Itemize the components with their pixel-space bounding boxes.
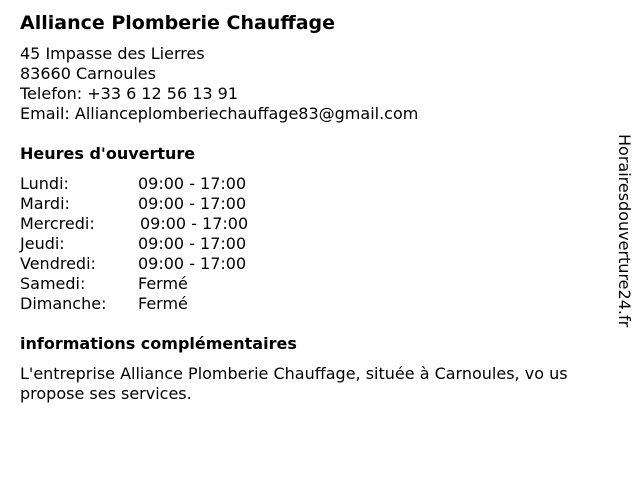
hours-day: Jeudi: [20, 234, 65, 253]
hours-day: Lundi: [20, 174, 69, 193]
hours-time: 09:00 - 17:00 [138, 254, 247, 273]
hours-day: Dimanche: [20, 294, 107, 313]
hours-row [20, 214, 590, 234]
street-address: 45 Impasse des Lierres [20, 44, 205, 63]
hours-time: 09:00 - 17:00 [138, 174, 247, 193]
additional-info-text: L'entreprise Alliance Plomberie Chauffage, située à Carnoules, vo us propose ses services. [20, 364, 568, 403]
address-block [20, 44, 590, 124]
hours-row [20, 174, 590, 194]
hours-time: 09:00 - 17:00 [138, 234, 247, 253]
hours-day: Mercredi: [20, 214, 95, 233]
additional-info-heading: informations complémentaires [20, 334, 297, 353]
email-address: Email: Allianceplomberiechauffage83@gmail.com [20, 104, 419, 123]
watermark [612, 134, 636, 344]
business-card [20, 10, 590, 404]
hours-row [20, 194, 590, 214]
hours-day: Samedi: [20, 274, 86, 293]
hours-row [20, 274, 590, 294]
opening-hours-heading: Heures d'ouverture [20, 144, 196, 163]
hours-time: 09:00 - 17:00 [140, 214, 249, 233]
opening-hours-table [20, 174, 590, 314]
hours-row [20, 294, 590, 314]
hours-day: Mardi: [20, 194, 70, 213]
business-name: Alliance Plomberie Chauffage [20, 12, 336, 34]
watermark-text: Horairesdouverture24.fr [615, 134, 634, 328]
hours-time: 09:00 - 17:00 [138, 194, 247, 213]
hours-time: Fermé [138, 274, 188, 293]
hours-row [20, 254, 590, 274]
postal-city: 83660 Carnoules [20, 64, 156, 83]
phone-number: Telefon: +33 6 12 56 13 91 [20, 84, 239, 103]
hours-time: Fermé [138, 294, 188, 313]
hours-day: Vendredi: [20, 254, 96, 273]
hours-row [20, 234, 590, 254]
